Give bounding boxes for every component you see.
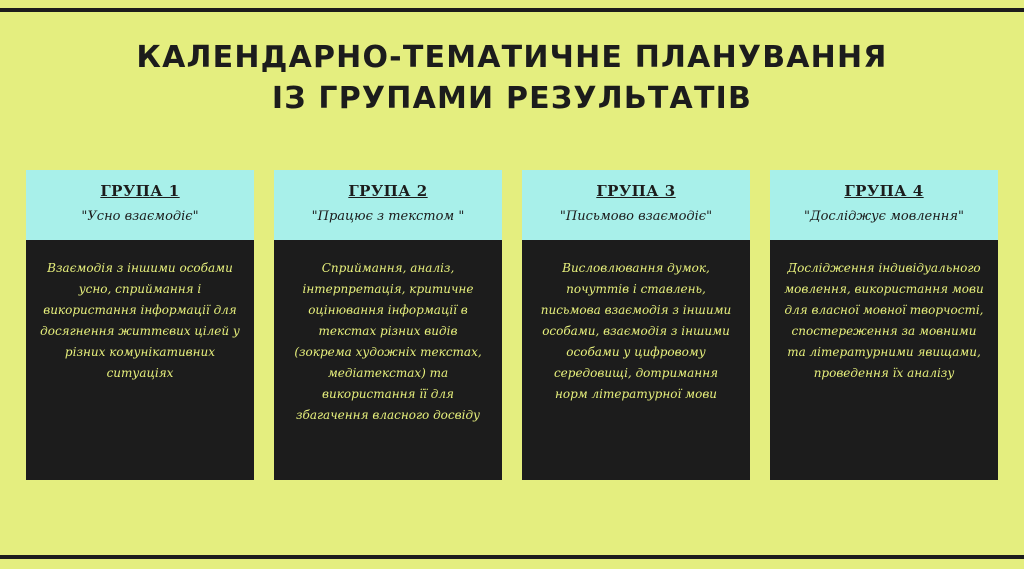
result-group-title-2: ГРУПА 2 — [348, 182, 428, 200]
top-divider-rule — [0, 8, 1024, 12]
result-groups-row — [26, 170, 998, 480]
page-title-line-2: ІЗ ГРУПАМИ РЕЗУЛЬТАТІВ — [271, 80, 753, 116]
result-group-header-2 — [274, 170, 502, 240]
result-group-card-1 — [26, 170, 254, 480]
result-group-subtitle-4: "Досліджує мовлення" — [804, 209, 964, 224]
result-group-subtitle-1: "Усно взаємодіє" — [81, 209, 199, 224]
result-group-header-4 — [770, 170, 998, 240]
result-group-header-1 — [26, 170, 254, 240]
result-group-subtitle-3: "Письмово взаємодіє" — [559, 209, 713, 224]
result-group-card-4 — [770, 170, 998, 480]
result-group-header-3 — [522, 170, 750, 240]
result-group-card-3 — [522, 170, 750, 480]
result-group-body-3: Висловлювання думок, почуттів і ставлень, письмова взаємодія з іншими особами, взаємодія з іншими особами у цифровому середовищі, дотримання норм літературної мови — [522, 240, 750, 480]
result-group-title-4: ГРУПА 4 — [844, 182, 924, 200]
page-title-line-1: КАЛЕНДАРНО-ТЕМАТИЧНЕ ПЛАНУВАННЯ — [136, 40, 888, 75]
result-group-subtitle-2: "Працює з текстом " — [311, 209, 465, 224]
result-group-title-3: ГРУПА 3 — [596, 182, 676, 200]
result-group-body-2: Сприймання, аналіз, інтерпретація, критичне оцінювання інформації в текстах різних видів (зокрема художніх текстах, медіатекстах) та використання її для збагачення власного досвіду — [274, 240, 502, 480]
result-group-body-1: Взаємодія з іншими особами усно, сприймання і використання інформації для досягнення життєвих цілей у різних комунікативних ситуаціях — [26, 240, 254, 480]
page-title — [0, 38, 1024, 119]
bottom-divider-rule — [0, 555, 1024, 559]
result-group-title-1: ГРУПА 1 — [100, 182, 180, 200]
result-group-card-2 — [274, 170, 502, 480]
result-group-body-4: Дослідження індивідуального мовлення, використання мови для власної мовної творчості, спостереження за мовними та літературними явищами, проведення їх аналізу — [770, 240, 998, 480]
